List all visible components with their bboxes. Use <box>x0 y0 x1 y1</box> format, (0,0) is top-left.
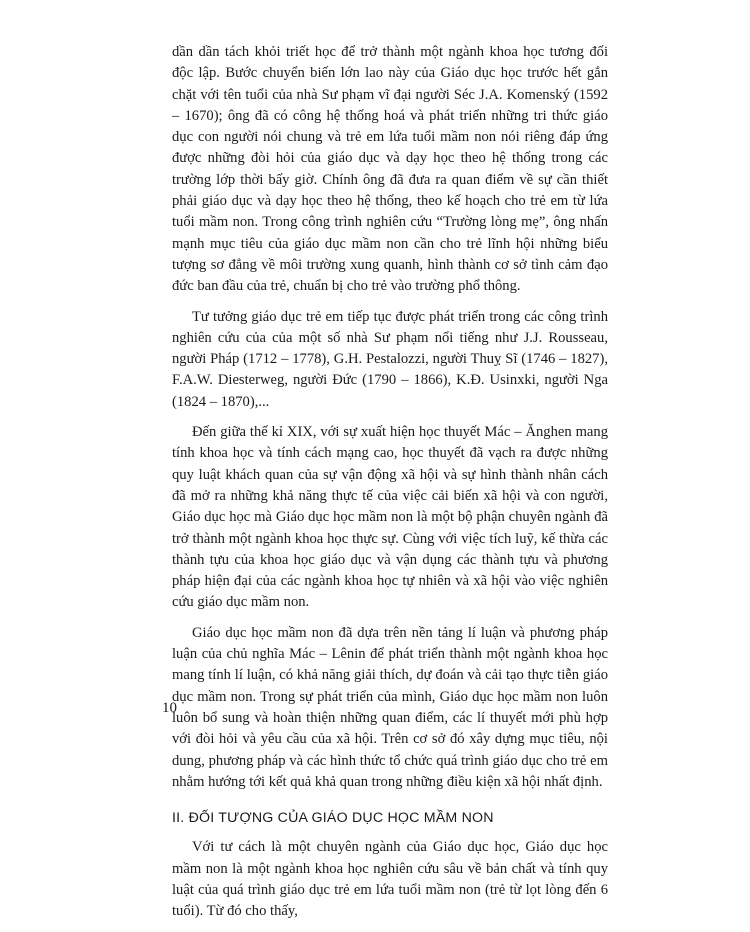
paragraph-marx-engels: Đến giữa thế kỉ XIX, với sự xuất hiện học thuyết Mác – Ănghen mang tính khoa học và tính cách mạng cao, học thuyết đã vạch ra được những quy luật khách quan của sự vận động xã hội và sự hình thành nhân cách đã mở ra những khả năng thực tế của việc cải biến xã hội và con người, Giáo dục học mà Giáo dục học mầm non là một bộ phận chuyên ngành đã trở thành một ngành khoa học thực sự. Cùng với việc tích luỹ, kế thừa các thành tựu của khoa học giáo dục và vận dụng các thành tựu và phương pháp hiện đại của các ngành khoa học tự nhiên và xã hội vào việc nghiên cứu giáo dục mầm non. <box>172 424 608 611</box>
paragraph-object: Với tư cách là một chuyên ngành của Giáo dục học, Giáo dục học mầm non là một ngành khoa học nghiên cứu sâu về bản chất và tính quy luật của quá trình giáo dục trẻ em lứa tuổi mầm non (trẻ từ lọt lòng đến 6 tuổi). Từ đó cho thấy, <box>172 839 608 920</box>
paragraph-komensky: dần dần tách khỏi triết học để trở thành một ngành khoa học tương đối độc lập. Bước chuyển biến lớn lao này của Giáo dục học trước hết gắn chặt với tên tuổi của nhà Sư phạm vĩ đại người Séc J.A. Komenský (1592 – 1670); ông đã có công hệ thống hoá và phát triển những tri thức giáo dục con người nói chung và trẻ em lứa tuổi mầm non nói riêng đáp ứng được những đòi hỏi của giáo dục và dạy học theo hệ thống trong các trường lớp thời bấy giờ. Chính ông đã đưa ra quan điểm về sự cần thiết phải giáo dục và dạy học theo hệ thống, theo kế hoạch cho trẻ em từ lứa tuổi mầm non. Trong công trình nghiên cứu “Trường lòng mẹ”, ông nhấn mạnh mục tiêu của giáo dục mầm non cần cho trẻ lĩnh hội những biểu tượng sơ đẳng về môi trường xung quanh, hình thành cơ sở tình cảm đạo đức ban đầu của trẻ, chuẩn bị cho trẻ vào trường phổ thông. <box>172 44 608 295</box>
paragraph-educators: Tư tưởng giáo dục trẻ em tiếp tục được phát triển trong các công trình nghiên cứu của của một số nhà Sư phạm nổi tiếng như J.J. Rousseau, người Pháp (1712 – 1778), G.H. Pestalozzi, người Thuỵ Sĩ (1746 – 1827), F.A.W. Diesterweg, người Đức (1790 – 1866), K.Đ. Usinxki, người Nga (1824 – 1870),... <box>172 308 608 410</box>
page-body <box>172 42 608 932</box>
paragraph-marxism-leninism: Giáo dục học mầm non đã dựa trên nền tảng lí luận và phương pháp luận của chủ nghĩa Mác – Lênin để phát triển thành một ngành khoa học mang tính lí luận, có khả năng giải thích, dự đoán và cải tạo thực tiễn giáo dục mầm non. Trong sự phát triển của mình, Giáo dục học mầm non luôn luôn bổ sung và hoàn thiện những quan điểm, các lí thuyết mới phù hợp với đòi hỏi và yêu cầu của xã hội. Trên cơ sở đó xây dựng mục tiêu, nội dung, phương pháp và các hình thức tổ chức quá trình giáo dục cho trẻ em nhằm hướng tới kết quả khả quan trong những điều kiện xã hội nhất định. <box>172 624 608 790</box>
page-number: 10 <box>162 700 177 716</box>
section-heading: II. ĐỐI TƯỢNG CỦA GIÁO DỤC HỌC MẦM NON <box>172 810 494 827</box>
